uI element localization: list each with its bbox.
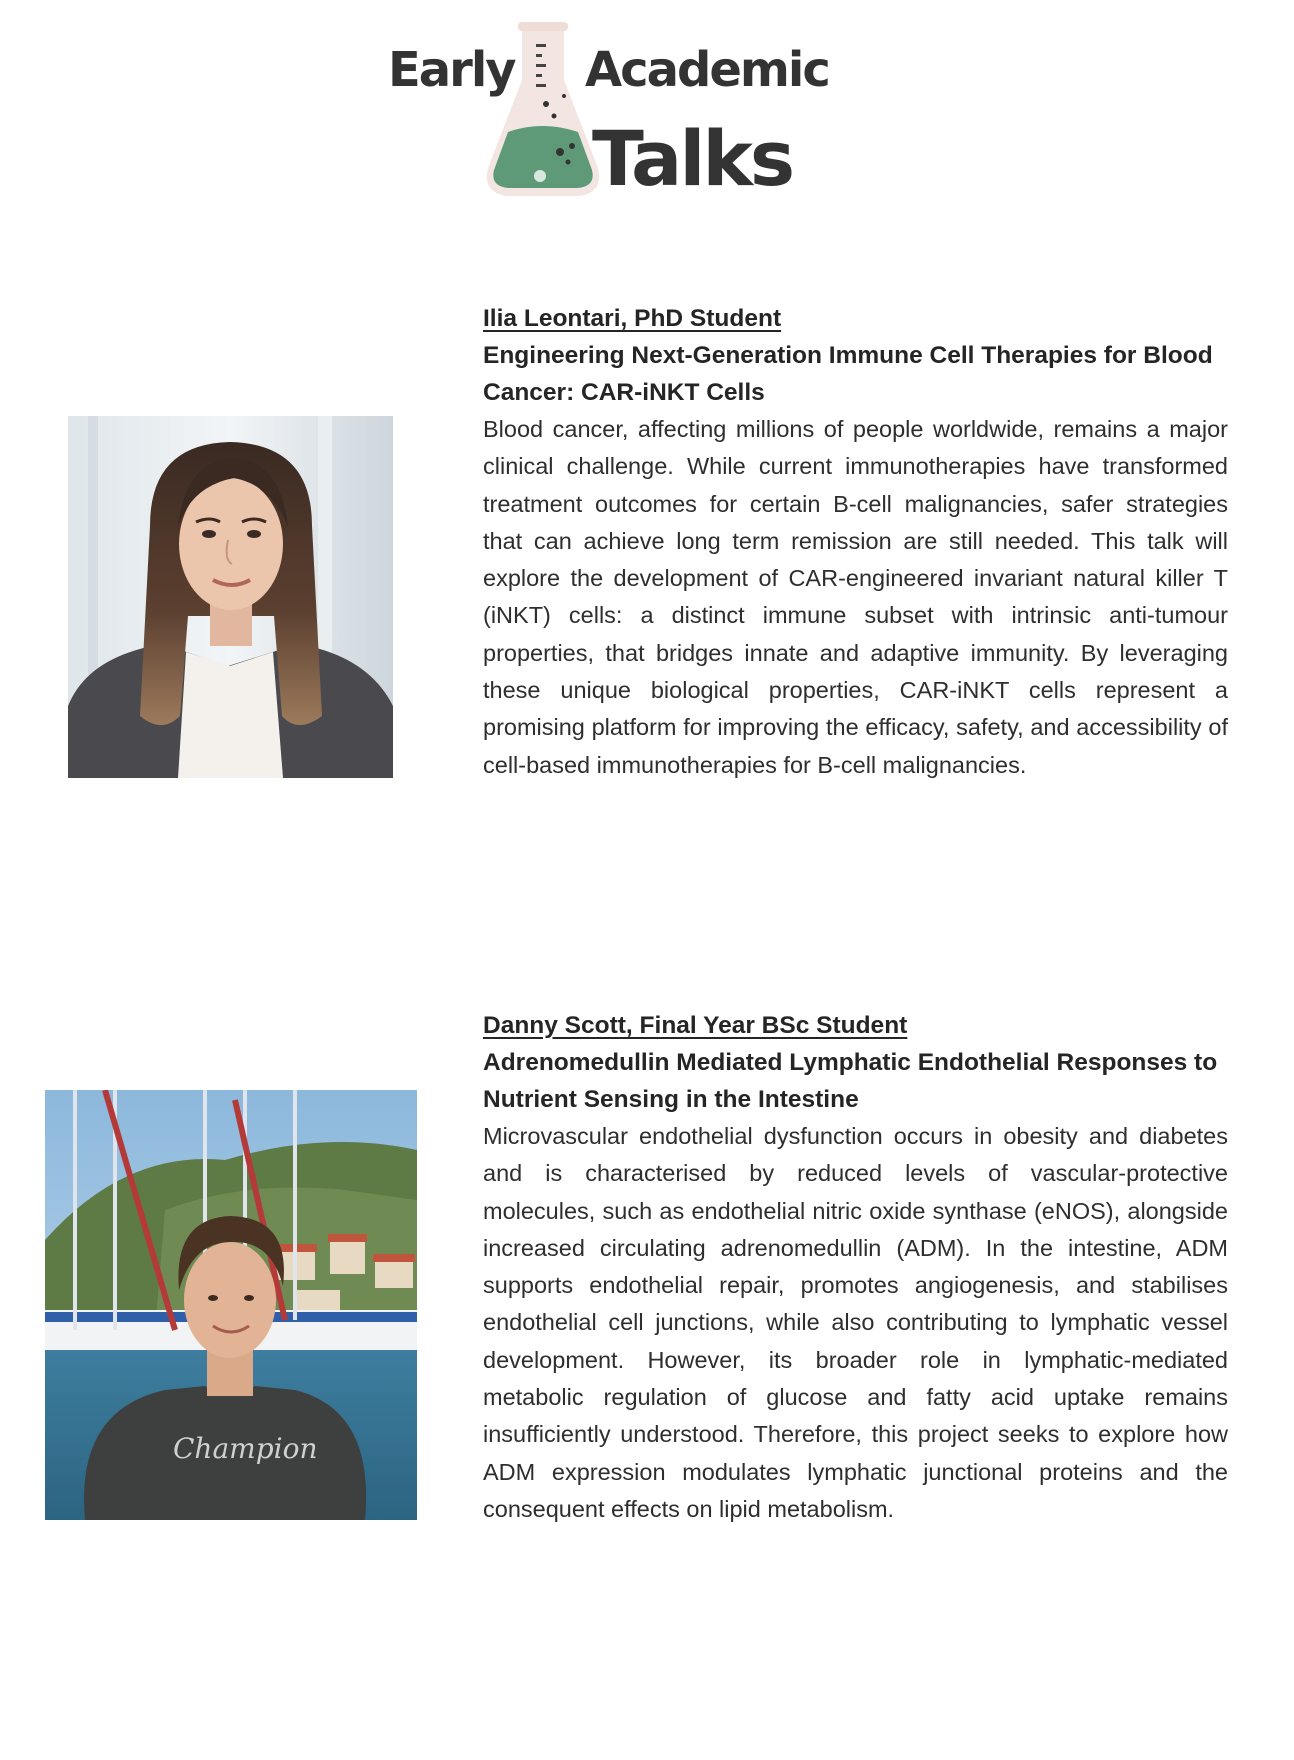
logo-word-talks: Talks: [592, 114, 793, 203]
talk-abstract: Blood cancer, affecting millions of people worldwide, remains a major clinical challenge. While current immunotherapies have transformed treatment outcomes for certain B-cell malignancies, safer strategies that can achieve long term remission are still needed. This talk will explore the development of CAR-engineered invariant natural killer T (iNKT) cells: a distinct immune subset with intrinsic anti-tumour properties, that bridges innate and adaptive immunity. By leveraging these unique biological properties, CAR-iNKT cells represent a promising platform for improving the efficacy, safety, and accessibility of cell-based immunotherapies for B-cell malignancies.: [483, 416, 1228, 778]
shirt-logo-text: Champion: [173, 1432, 318, 1465]
event-logo: [380, 18, 840, 203]
speaker-name: Ilia Leontari, PhD Student: [483, 305, 782, 332]
speaker-photo-1: [68, 416, 393, 778]
logo-word-academic: Academic: [585, 42, 829, 98]
speaker-name: Danny Scott, Final Year BSc Student: [483, 1012, 908, 1039]
talk-title: Engineering Next-Generation Immune Cell Therapies for Blood Cancer: CAR-iNKT Cells: [483, 342, 1213, 406]
talk-title: Adrenomedullin Mediated Lymphatic Endothelial Responses to Nutrient Sensing in the Intestine: [483, 1049, 1218, 1113]
talk-1: [483, 300, 1228, 784]
logo-word-early: Early: [388, 42, 515, 98]
talk-abstract: Microvascular endothelial dysfunction occurs in obesity and diabetes and is characterised by reduced levels of vascular-protective molecules, such as endothelial nitric oxide synthase (eNOS), alongside increased circulating adrenomedullin (ADM). In the intestine, ADM supports endothelial repair, promotes angiogenesis, and stabilises endothelial cell junctions, while also contributing to lymphatic vessel development. However, its broader role in lymphatic-mediated metabolic regulation of glucose and fatty acid uptake remains insufficiently understood. Therefore, this project seeks to explore how ADM expression modulates lymphatic junctional proteins and the consequent effects on lipid metabolism.: [483, 1123, 1228, 1522]
speaker-photo-2: [45, 1090, 417, 1520]
talk-2: [483, 1007, 1228, 1528]
